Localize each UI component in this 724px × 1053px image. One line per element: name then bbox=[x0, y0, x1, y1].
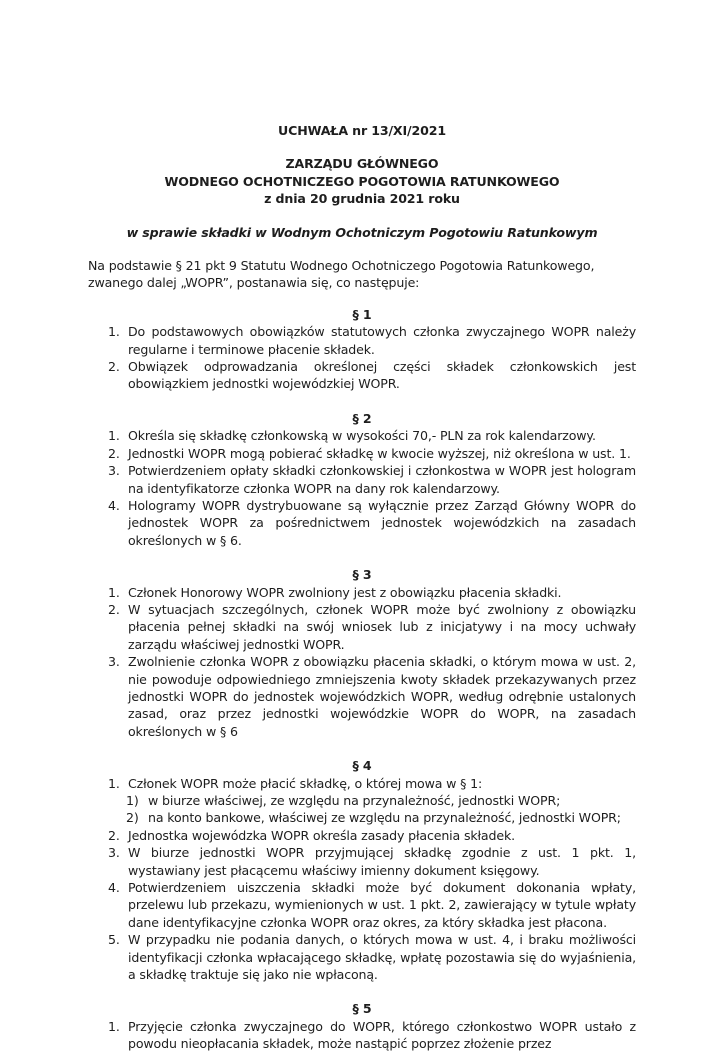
item-number: 1. bbox=[108, 584, 120, 600]
section-5-list bbox=[88, 1018, 636, 1053]
resolution-title: UCHWAŁA nr 13/XI/2021 bbox=[278, 123, 446, 138]
list-item bbox=[88, 844, 636, 879]
list-item bbox=[88, 931, 636, 983]
item-text: Przyjęcie członka zwyczajnego do WOPR, którego członkostwo WOPR ustało z powodu nieopłacania składek, może nastąpić poprzez złożenie przez bbox=[128, 1018, 636, 1052]
issuer-heading bbox=[88, 155, 636, 207]
section-mark-4: § 4 bbox=[352, 758, 372, 774]
item-number: 1. bbox=[108, 324, 120, 340]
item-text: Określa się składkę członkowską w wysokości 70,- PLN za rok kalendarzowy. bbox=[128, 428, 596, 444]
item-number: 3. bbox=[108, 845, 120, 861]
item-text: W biurze jednostki WOPR przyjmującej składkę zgodnie z ust. 1 pkt. 1, wystawiany jest płacącemu właściwy imienny dokument księgowy. bbox=[128, 845, 636, 878]
item-text: Jednostka wojewódzka WOPR określa zasady płacenia składek. bbox=[128, 827, 515, 843]
item-text: Potwierdzeniem uiszczenia składki może być dokument dokonania wpłaty, przelewu lub przekazu, wymienionych w ust. 1 pkt. 2, zawierający w tytule wpłaty dane identyfikacyjne członka WOPR oraz okres, za który składka jest płacona. bbox=[128, 880, 636, 930]
item-text: W przypadku nie podania danych, o których mowa w ust. 4, i braku możliwości identyfikacji członka wpłacającego składkę, wpłatę pozostawia się do wyjaśnienia, a składkę traktuje się jako nie wpłaconą. bbox=[128, 932, 636, 983]
section-mark-2: § 2 bbox=[352, 410, 372, 426]
sub-item-text: w biurze właściwej, ze względu na przynależność, jednostki WOPR; bbox=[148, 793, 561, 808]
issuer-line-1: ZARZĄDU GŁÓWNEGO bbox=[285, 156, 439, 172]
item-number: 5. bbox=[108, 932, 120, 948]
sub-item-number: 1) bbox=[126, 793, 139, 808]
section-3-list bbox=[88, 584, 636, 741]
list-item bbox=[88, 1018, 636, 1053]
item-number: 3. bbox=[108, 654, 120, 670]
list-item bbox=[88, 497, 636, 549]
item-number: 2. bbox=[108, 359, 120, 375]
list-item bbox=[88, 358, 636, 393]
item-text: W sytuacjach szczególnych, członek WOPR może być zwolniony z obowiązku płacenia pełnej składki na swój wniosek lub z inicjatywy i na mocy uchwały zarządu właściwej jednostki WOPR. bbox=[128, 601, 636, 652]
section-2-list bbox=[88, 427, 636, 549]
item-number: 2. bbox=[108, 827, 120, 843]
list-item bbox=[88, 775, 636, 827]
section-1-list bbox=[88, 323, 636, 393]
list-item bbox=[88, 584, 636, 601]
item-text: Do podstawowych obowiązków statutowych członka zwyczajnego WOPR należy regularne i terminowe płacenie składek. bbox=[128, 324, 636, 357]
sub-item-text: na konto bankowe, właściwej ze względu na przynależność, jednostki WOPR; bbox=[148, 810, 621, 826]
list-item bbox=[88, 601, 636, 653]
list-item bbox=[88, 827, 636, 844]
item-text: Członek WOPR może płacić składkę, o której mowa w § 1: bbox=[128, 775, 483, 791]
item-text: Zwolnienie członka WOPR z obowiązku płacenia składki, o którym mowa w ust. 2, nie powoduje odpowiedniego zmniejszenia kwoty składek przekazywanych przez jednostki WOPR do jednostek wojewódzkich WOPR, według odrębnie ustalonych zasad, oraz przez jednostki wojewódzkie WOPR do WOPR, na zasadach określonych w § 6 bbox=[128, 654, 636, 739]
intro-paragraph: Na podstawie § 21 pkt 9 Statutu Wodnego Ochotniczego Pogotowia Ratunkowego, zwanego dalej „WOPR”, postanawia się, co następuje: bbox=[88, 258, 595, 291]
sub-list bbox=[88, 792, 636, 827]
list-item bbox=[88, 427, 636, 444]
sub-list-item bbox=[88, 792, 636, 809]
item-number: 1. bbox=[108, 775, 120, 791]
sub-item-number: 2) bbox=[126, 810, 139, 826]
section-mark-3: § 3 bbox=[352, 567, 372, 583]
list-item bbox=[88, 879, 636, 931]
item-text: Potwierdzeniem opłaty składki członkowskiej i członkostwa w WOPR jest hologram na identyfikatorze członka WOPR na dany rok kalendarzowy. bbox=[128, 463, 636, 496]
issuer-line-2: WODNEGO OCHOTNICZEGO POGOTOWIA RATUNKOWEGO bbox=[164, 173, 560, 189]
list-item bbox=[88, 462, 636, 497]
item-number: 4. bbox=[108, 497, 120, 513]
section-mark-1: § 1 bbox=[352, 306, 372, 322]
item-number: 1. bbox=[108, 1018, 120, 1034]
item-number: 4. bbox=[108, 880, 120, 896]
list-item bbox=[88, 445, 636, 462]
item-text: Jednostki WOPR mogą pobierać składkę w kwocie wyższej, niż określona w ust. 1. bbox=[128, 445, 631, 461]
section-mark-5: § 5 bbox=[352, 1001, 372, 1017]
date-line: z dnia 20 grudnia 2021 roku bbox=[264, 191, 460, 207]
sub-list-item bbox=[88, 809, 636, 826]
list-item bbox=[88, 323, 636, 358]
document-page bbox=[88, 122, 636, 1053]
list-item bbox=[88, 653, 636, 740]
item-text: Hologramy WOPR dystrybuowane są wyłącznie przez Zarząd Główny WOPR do jednostek WOPR za pośrednictwem jednostek wojewódzkich na zasadach określonych w § 6. bbox=[128, 497, 636, 548]
item-number: 3. bbox=[108, 463, 120, 479]
section-4-list bbox=[88, 775, 636, 984]
resolution-subject: w sprawie składki w Wodnym Ochotniczym Pogotowiu Ratunkowym bbox=[126, 224, 598, 240]
item-number: 2. bbox=[108, 601, 120, 617]
item-number: 2. bbox=[108, 445, 120, 461]
item-text: Członek Honorowy WOPR zwolniony jest z obowiązku płacenia składki. bbox=[128, 584, 562, 600]
item-text: Obwiązek odprowadzania określonej części składek członkowskich jest obowiązkiem jednostki wojewódzkiej WOPR. bbox=[128, 359, 636, 392]
item-number: 1. bbox=[108, 428, 120, 444]
